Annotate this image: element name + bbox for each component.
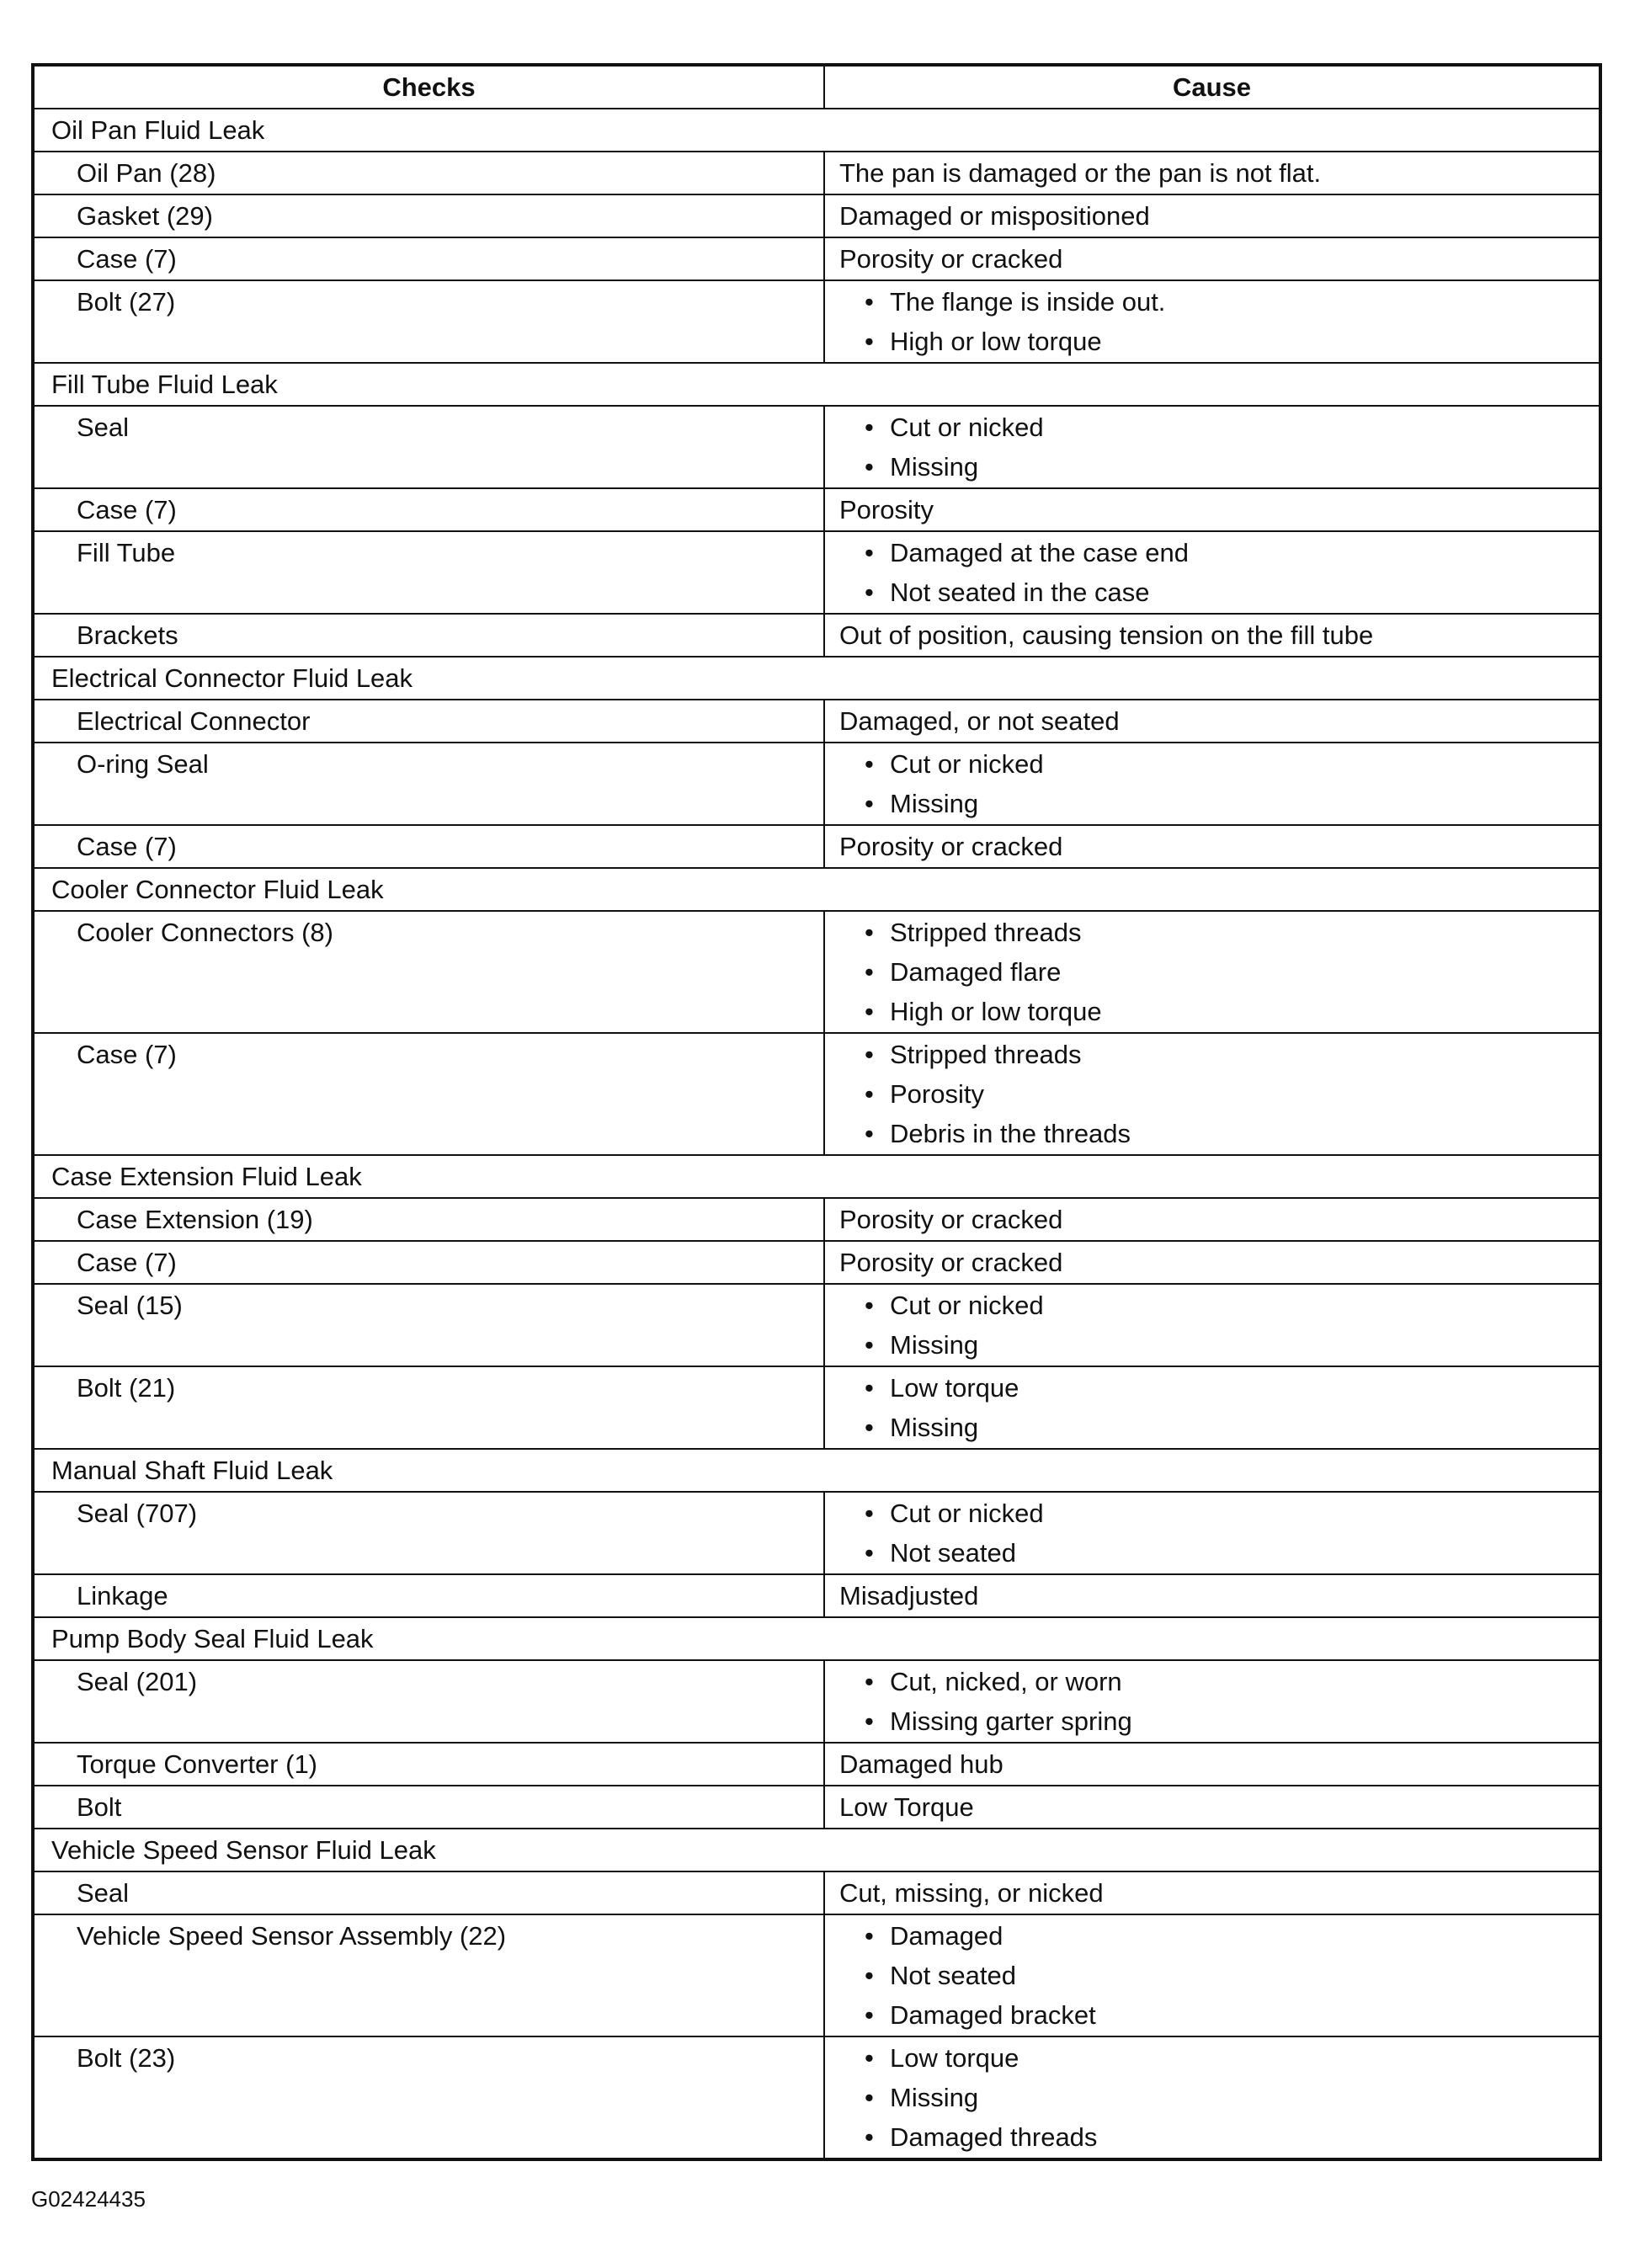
cause-list-item-text: Damaged flare	[890, 957, 1062, 987]
cause-list	[839, 533, 1599, 612]
cause-cell	[824, 531, 1600, 614]
check-cell: Bolt (23)	[33, 2036, 824, 2159]
table-row	[33, 1660, 1600, 1743]
cause-cell	[824, 1914, 1600, 2036]
cause-list-item	[839, 784, 1599, 823]
check-cell: Case (7)	[33, 825, 824, 868]
table-row	[33, 1574, 1600, 1617]
cause-list	[839, 744, 1599, 823]
cause-list-item-text: Not seated	[890, 1961, 1016, 1990]
cause-cell	[824, 2036, 1600, 2159]
section-title: Pump Body Seal Fluid Leak	[33, 1617, 1600, 1660]
section-row	[33, 657, 1600, 700]
section-row	[33, 1449, 1600, 1492]
cause-cell	[824, 406, 1600, 488]
section-row	[33, 868, 1600, 911]
cause-cell	[824, 743, 1600, 825]
cause-list	[839, 1493, 1599, 1573]
check-cell: Seal (201)	[33, 1660, 824, 1743]
section-row	[33, 1829, 1600, 1871]
check-cell: Bolt	[33, 1786, 824, 1829]
cause-list-item	[839, 447, 1599, 487]
check-cell: Gasket (29)	[33, 194, 824, 237]
check-cell: Case (7)	[33, 1241, 824, 1284]
cause-list-item-text: High or low torque	[890, 327, 1102, 356]
section-title: Case Extension Fluid Leak	[33, 1155, 1600, 1198]
cause-list-item-text: Porosity	[890, 1079, 984, 1109]
cause-list-item	[839, 1408, 1599, 1447]
table-row	[33, 1914, 1600, 2036]
cause-list-item	[839, 533, 1599, 572]
table-row	[33, 1743, 1600, 1786]
cause-cell	[824, 1660, 1600, 1743]
table-row	[33, 1786, 1600, 1829]
table-row	[33, 194, 1600, 237]
table-row	[33, 911, 1600, 1033]
table-row	[33, 152, 1600, 194]
cause-list-item	[839, 572, 1599, 612]
check-cell: Fill Tube	[33, 531, 824, 614]
cause-cell	[824, 1033, 1600, 1155]
cause-list-item-text: Not seated in the case	[890, 578, 1150, 607]
cause-list	[839, 1662, 1599, 1741]
cause-list-item-text: Missing	[890, 452, 979, 482]
cause-list-item-text: Damaged bracket	[890, 2000, 1096, 2030]
section-row	[33, 1155, 1600, 1198]
table-row	[33, 2036, 1600, 2159]
cause-list-item-text: Missing	[890, 1330, 979, 1360]
check-cell: Seal	[33, 1871, 824, 1914]
cause-list-item-text: Missing	[890, 789, 979, 818]
cause-list-item	[839, 1325, 1599, 1365]
table-row	[33, 1492, 1600, 1574]
check-cell: Case (7)	[33, 1033, 824, 1155]
cause-cell	[824, 1492, 1600, 1574]
table-body	[33, 109, 1600, 2159]
cause-list-item	[839, 992, 1599, 1031]
cause-list-item	[839, 2078, 1599, 2117]
checks-header: Checks	[33, 65, 824, 109]
check-cell: Brackets	[33, 614, 824, 657]
table-row	[33, 1284, 1600, 1366]
cause-list-item	[839, 1533, 1599, 1573]
cause-cell	[824, 911, 1600, 1033]
check-cell: Seal (707)	[33, 1492, 824, 1574]
cause-list	[839, 282, 1599, 361]
cause-list-item	[839, 1368, 1599, 1408]
cause-list	[839, 1286, 1599, 1365]
table-row	[33, 1366, 1600, 1449]
section-title: Electrical Connector Fluid Leak	[33, 657, 1600, 700]
cause-header: Cause	[824, 65, 1600, 109]
cause-list-item	[839, 1286, 1599, 1325]
check-cell: Linkage	[33, 1574, 824, 1617]
cause-list	[839, 407, 1599, 487]
cause-list-item	[839, 1701, 1599, 1741]
table-row	[33, 1033, 1600, 1155]
section-title: Vehicle Speed Sensor Fluid Leak	[33, 1829, 1600, 1871]
check-cell: Bolt (27)	[33, 280, 824, 363]
cause-list-item-text: High or low torque	[890, 997, 1102, 1026]
cause-cell: The pan is damaged or the pan is not flat.	[824, 152, 1600, 194]
cause-list-item-text: Low torque	[890, 2043, 1019, 2073]
table-row	[33, 1241, 1600, 1284]
cause-cell: Damaged, or not seated	[824, 700, 1600, 743]
cause-list	[839, 1916, 1599, 2035]
cause-list-item-text: Missing	[890, 1413, 979, 1442]
cause-list-item	[839, 2038, 1599, 2078]
cause-cell: Out of position, causing tension on the fill tube	[824, 614, 1600, 657]
figure-id: G02424435	[31, 2186, 146, 2212]
cause-list-item-text: Not seated	[890, 1538, 1016, 1568]
cause-list-item	[839, 1035, 1599, 1074]
cause-cell: Porosity or cracked	[824, 1241, 1600, 1284]
cause-list-item	[839, 322, 1599, 361]
section-row	[33, 109, 1600, 152]
cause-list-item-text: Cut or nicked	[890, 413, 1044, 442]
table-row	[33, 280, 1600, 363]
cause-list-item-text: Cut or nicked	[890, 1499, 1044, 1528]
table-row	[33, 531, 1600, 614]
check-cell: Torque Converter (1)	[33, 1743, 824, 1786]
cause-list-item-text: Damaged	[890, 1921, 1003, 1951]
check-cell: Vehicle Speed Sensor Assembly (22)	[33, 1914, 824, 2036]
cause-cell: Porosity or cracked	[824, 825, 1600, 868]
cause-list-item	[839, 282, 1599, 322]
section-title: Fill Tube Fluid Leak	[33, 363, 1600, 406]
cause-cell: Misadjusted	[824, 1574, 1600, 1617]
cause-list-item	[839, 1995, 1599, 2035]
cause-list-item-text: Low torque	[890, 1373, 1019, 1403]
cause-list	[839, 913, 1599, 1031]
check-cell: Oil Pan (28)	[33, 152, 824, 194]
table-header-row	[33, 65, 1600, 109]
cause-list-item	[839, 407, 1599, 447]
cause-cell	[824, 1284, 1600, 1366]
cause-list	[839, 1368, 1599, 1447]
section-title: Oil Pan Fluid Leak	[33, 109, 1600, 152]
cause-list-item	[839, 2117, 1599, 2157]
cause-list-item	[839, 1493, 1599, 1533]
cause-list-item-text: Cut or nicked	[890, 1291, 1044, 1320]
table-row	[33, 1198, 1600, 1241]
cause-cell: Low Torque	[824, 1786, 1600, 1829]
cause-list-item-text: The flange is inside out.	[890, 287, 1166, 317]
cause-list-item	[839, 952, 1599, 992]
cause-list-item-text: Missing	[890, 2083, 979, 2112]
table-row	[33, 700, 1600, 743]
check-cell: Case Extension (19)	[33, 1198, 824, 1241]
check-cell: Seal (15)	[33, 1284, 824, 1366]
cause-list-item	[839, 1662, 1599, 1701]
section-row	[33, 363, 1600, 406]
table-row	[33, 406, 1600, 488]
cause-list-item-text: Damaged at the case end	[890, 538, 1190, 567]
section-row	[33, 1617, 1600, 1660]
check-cell: Cooler Connectors (8)	[33, 911, 824, 1033]
section-title: Manual Shaft Fluid Leak	[33, 1449, 1600, 1492]
check-cell: Bolt (21)	[33, 1366, 824, 1449]
cause-cell: Porosity or cracked	[824, 237, 1600, 280]
cause-cell: Damaged or mispositioned	[824, 194, 1600, 237]
cause-list-item-text: Debris in the threads	[890, 1119, 1131, 1148]
table-row	[33, 237, 1600, 280]
check-cell: Case (7)	[33, 488, 824, 531]
cause-list-item-text: Cut, nicked, or worn	[890, 1667, 1122, 1696]
cause-list-item	[839, 913, 1599, 952]
cause-list-item-text: Stripped threads	[890, 1040, 1082, 1069]
cause-list-item	[839, 744, 1599, 784]
section-title: Cooler Connector Fluid Leak	[33, 868, 1600, 911]
table-row	[33, 1871, 1600, 1914]
table-row	[33, 614, 1600, 657]
cause-list-item-text: Missing garter spring	[890, 1706, 1132, 1736]
cause-cell: Cut, missing, or nicked	[824, 1871, 1600, 1914]
cause-cell	[824, 280, 1600, 363]
cause-list-item-text: Cut or nicked	[890, 749, 1044, 779]
cause-list-item-text: Damaged threads	[890, 2122, 1098, 2152]
cause-cell	[824, 1366, 1600, 1449]
cause-list-item	[839, 1956, 1599, 1995]
table-row	[33, 825, 1600, 868]
cause-list-item-text: Stripped threads	[890, 918, 1082, 947]
cause-list-item	[839, 1916, 1599, 1956]
check-cell: Case (7)	[33, 237, 824, 280]
cause-cell: Porosity	[824, 488, 1600, 531]
check-cell: Seal	[33, 406, 824, 488]
cause-list-item	[839, 1074, 1599, 1114]
check-cell: Electrical Connector	[33, 700, 824, 743]
table-row	[33, 743, 1600, 825]
table-row	[33, 488, 1600, 531]
diagnosis-table	[31, 63, 1602, 2161]
cause-cell: Damaged hub	[824, 1743, 1600, 1786]
check-cell: O-ring Seal	[33, 743, 824, 825]
cause-list	[839, 2038, 1599, 2157]
cause-list-item	[839, 1114, 1599, 1153]
cause-cell: Porosity or cracked	[824, 1198, 1600, 1241]
cause-list	[839, 1035, 1599, 1153]
